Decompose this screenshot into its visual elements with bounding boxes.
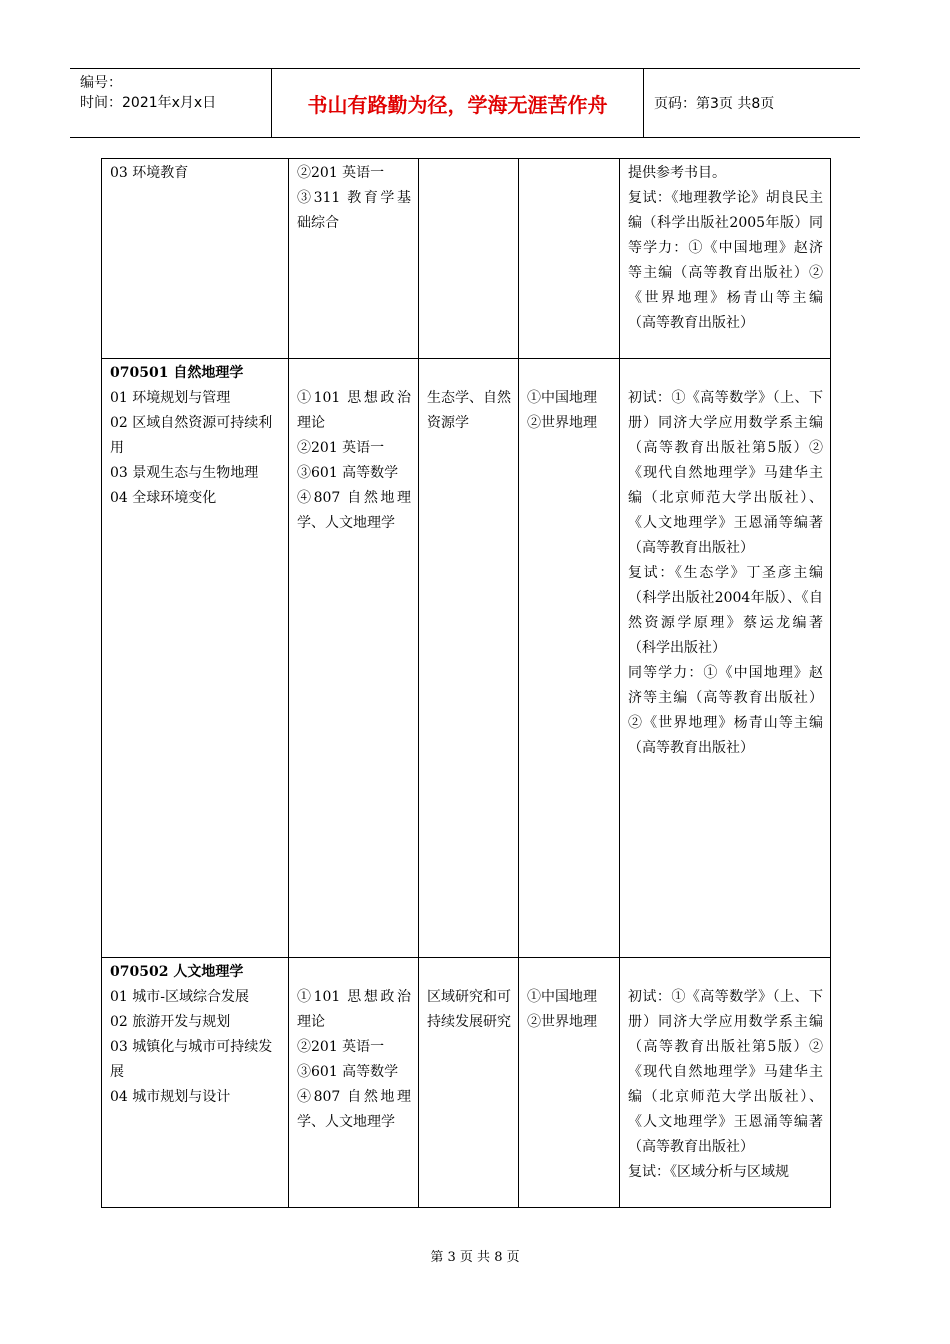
exam-subject: ③601 高等数学 <box>297 1064 399 1080</box>
extra-subject: ①中国地理 <box>527 390 597 406</box>
header-number: 编号： <box>80 75 122 91</box>
exam-subject: ①101 思想政治理论 <box>297 390 411 431</box>
specialty-title: 070502 人文地理学 <box>110 964 244 980</box>
direction-item: 02 旅游开发与规划 <box>110 1014 231 1030</box>
header-motto: 书山有路勤为径，学海无涯苦作舟 <box>272 69 644 137</box>
exam-subjects-cell <box>289 958 419 1208</box>
reference-books-cell <box>620 958 831 1208</box>
page-header <box>70 68 860 138</box>
extra-subjects-cell <box>519 159 620 359</box>
exam-subject: ②201 英语一 <box>297 1039 385 1055</box>
exam-subjects-cell <box>289 359 419 958</box>
extra-subjects-cell <box>519 359 620 958</box>
direction-item: 04 城市规划与设计 <box>110 1089 231 1105</box>
header-page-number: 页码：第3页 共8页 <box>654 96 775 112</box>
exam-subject: ③311 教育学基础综合 <box>297 190 411 231</box>
specialty-cell <box>102 359 289 958</box>
direction-item: 04 全球环境变化 <box>110 490 217 506</box>
direction-item: 01 城市-区域综合发展 <box>110 989 249 1005</box>
admission-table <box>101 158 831 1208</box>
exam-subjects-cell <box>289 159 419 359</box>
reference-text: 提供参考书目。 <box>628 165 726 181</box>
direction-item: 02 区域自然资源可持续利用 <box>110 415 273 456</box>
direction-item: 03 景观生态与生物地理 <box>110 465 259 481</box>
retest-subject: 生态学、自然资源学 <box>427 390 511 431</box>
specialty-title: 070501 自然地理学 <box>110 365 244 381</box>
exam-subject: ④807 自然地理学、人文地理学 <box>297 1089 411 1130</box>
direction-item: 03 环境教育 <box>110 165 189 181</box>
reference-text: 初试：①《高等数学》（上、下册）同济大学应用数学系主编（高等教育出版社第5版）②《现代自然地理学》马建华主编（北京师范大学出版社）、《人文地理学》王恩涌等编著（高等教育出版社） <box>628 390 823 556</box>
header-meta <box>70 69 272 137</box>
page-footer: 第 3 页 共 8 页 <box>430 1250 520 1265</box>
extra-subjects-cell <box>519 958 620 1208</box>
reference-books-cell <box>620 359 831 958</box>
table-row <box>102 359 831 958</box>
exam-subject: ①101 思想政治理论 <box>297 989 411 1030</box>
exam-subject: ②201 英语一 <box>297 165 385 181</box>
table-row <box>102 159 831 359</box>
exam-subject: ④807 自然地理学、人文地理学 <box>297 490 411 531</box>
reference-text: 复试：《地理教学论》胡良民主编（科学出版社2005年版）同等学力：①《中国地理》赵济等主编（高等教育出版社）②《世界地理》杨青山等主编（高等教育出版社） <box>628 190 823 331</box>
header-time: 时间：2021年x月x日 <box>80 95 217 111</box>
table-row <box>102 958 831 1208</box>
direction-item: 03 城镇化与城市可持续发展 <box>110 1039 273 1080</box>
reference-books-cell <box>620 159 831 359</box>
specialty-cell <box>102 159 289 359</box>
exam-subject: ③601 高等数学 <box>297 465 399 481</box>
extra-subject: ①中国地理 <box>527 989 597 1005</box>
retest-subject-cell <box>419 359 519 958</box>
reference-text: 复试：《生态学》丁圣彦主编（科学出版社2004年版）、《自然资源学原理》蔡运龙编著（科学出版社） <box>628 565 823 656</box>
specialty-cell <box>102 958 289 1208</box>
reference-text: 初试：①《高等数学》（上、下册）同济大学应用数学系主编（高等教育出版社第5版）②《现代自然地理学》马建华主编（北京师范大学出版社）、《人文地理学》王恩涌等编著（高等教育出版社） <box>628 989 823 1155</box>
retest-subject-cell <box>419 958 519 1208</box>
direction-item: 01 环境规划与管理 <box>110 390 231 406</box>
exam-subject: ②201 英语一 <box>297 440 385 456</box>
extra-subject: ②世界地理 <box>527 415 597 431</box>
extra-subject: ②世界地理 <box>527 1014 597 1030</box>
reference-text: 同等学力：①《中国地理》赵济等主编（高等教育出版社）②《世界地理》杨青山等主编（高等教育出版社） <box>628 665 823 756</box>
retest-subject: 区域研究和可持续发展研究 <box>427 989 511 1030</box>
reference-text: 复试：《区域分析与区域规 <box>628 1164 789 1180</box>
retest-subject-cell <box>419 159 519 359</box>
